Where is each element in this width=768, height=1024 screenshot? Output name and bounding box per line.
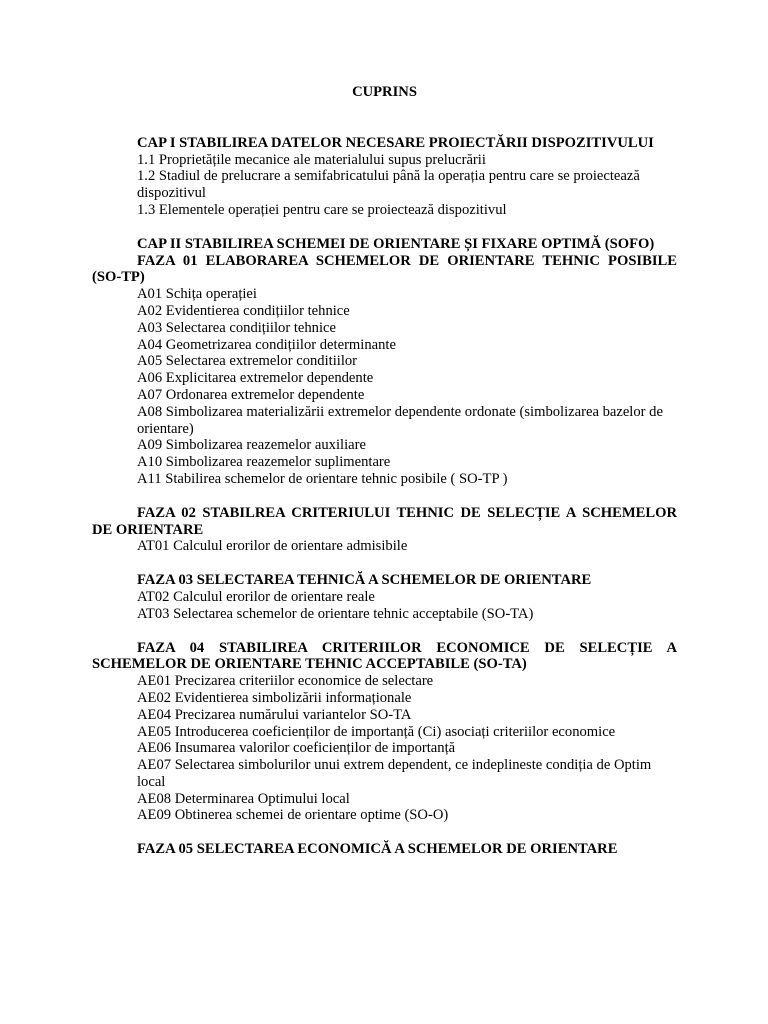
list-item: A01 Schița operației bbox=[137, 286, 257, 303]
list-item: AT02 Calculul erorilor de orientare reale bbox=[137, 588, 375, 605]
list-item: 1.2 Stadiul de prelucrare a semifabricatului până la operația pentru care se proiectează dispozitivul bbox=[137, 168, 640, 202]
section-faza-05 bbox=[92, 841, 677, 858]
list-item: AT03 Selectarea schemelor de orientare tehnic acceptabile (SO-TA) bbox=[137, 605, 534, 622]
list-item: 1.3 Elementele operației pentru care se proiectează dispozitivul bbox=[137, 201, 507, 218]
section-faza-03 bbox=[92, 572, 677, 622]
section-cap-2 bbox=[92, 236, 677, 488]
section-faza-04 bbox=[92, 640, 677, 825]
list-item: A11 Stabilirea schemelor de orientare tehnic posibile ( SO-TP ) bbox=[137, 470, 508, 487]
list-item: AE09 Obtinerea schemei de orientare optime (SO-O) bbox=[137, 807, 449, 824]
section-heading: FAZA 03 SELECTAREA TEHNICĂ A SCHEMELOR DE ORIENTARE bbox=[137, 572, 592, 589]
list-item: A09 Simbolizarea reazemelor auxiliare bbox=[137, 437, 366, 454]
section-heading: FAZA 05 SELECTAREA ECONOMICĂ A SCHEMELOR DE ORIENTARE bbox=[137, 841, 618, 858]
list-item: AE08 Determinarea Optimului local bbox=[137, 790, 350, 807]
list-item: AE05 Introducerea coeficienților de importanță (Ci) asociați criteriilor economice bbox=[137, 723, 616, 740]
section-heading: CAP I STABILIREA DATELOR NECESARE PROIECTĂRII DISPOZITIVULUI bbox=[137, 134, 654, 151]
list-item: AE01 Precizarea criteriilor economice de selectare bbox=[137, 673, 434, 690]
list-item: AE04 Precizarea numărului variantelor SO-TA bbox=[137, 706, 412, 723]
list-item: AE07 Selectarea simbolurilor unui extrem dependent, ce indeplineste condiția de Optim local bbox=[137, 757, 652, 790]
section-cap-1 bbox=[92, 135, 677, 219]
section-heading: FAZA 02 STABILREA CRITERIULUI TEHNIC DE SELECȚIE A SCHEMELOR DE ORIENTARE bbox=[92, 504, 677, 538]
list-item: A07 Ordonarea extremelor dependente bbox=[137, 386, 365, 403]
list-item: A08 Simbolizarea materializării extremelor dependente ordonate (simbolizarea bazelor de orientare) bbox=[137, 403, 663, 437]
document-page bbox=[92, 84, 677, 875]
list-item: A06 Explicitarea extremelor dependente bbox=[137, 370, 374, 387]
list-item: A02 Evidentierea condițiilor tehnice bbox=[137, 302, 350, 319]
section-faza-02 bbox=[92, 505, 677, 555]
list-item: A05 Selectarea extremelor conditiilor bbox=[137, 353, 358, 370]
section-subheading: FAZA 01 ELABORAREA SCHEMELOR DE ORIENTARE TEHNIC POSIBILE (SO-TP) bbox=[92, 252, 677, 286]
list-item: A03 Selectarea condițiilor tehnice bbox=[137, 319, 336, 336]
list-item: AE02 Evidentierea simbolizării informaționale bbox=[137, 689, 412, 706]
list-item: A04 Geometrizarea condițiilor determinante bbox=[137, 336, 396, 353]
list-item: AE06 Insumarea valorilor coeficienților de importanță bbox=[137, 740, 456, 757]
page-title: CUPRINS bbox=[352, 84, 417, 100]
section-heading: FAZA 04 STABILIREA CRITERIILOR ECONOMICE DE SELECȚIE A SCHEMELOR DE ORIENTARE TEHNIC ACCEPTABILE (SO-TA) bbox=[92, 639, 677, 673]
list-item: A10 Simbolizarea reazemelor suplimentare bbox=[137, 454, 391, 471]
section-heading: CAP II STABILIREA SCHEMEI DE ORIENTARE ȘI FIXARE OPTIMĂ (SOFO) bbox=[137, 235, 655, 252]
list-item: 1.1 Proprietățile mecanice ale materialului supus prelucrării bbox=[137, 151, 486, 168]
list-item: AT01 Calculul erorilor de orientare admisibile bbox=[137, 538, 408, 555]
